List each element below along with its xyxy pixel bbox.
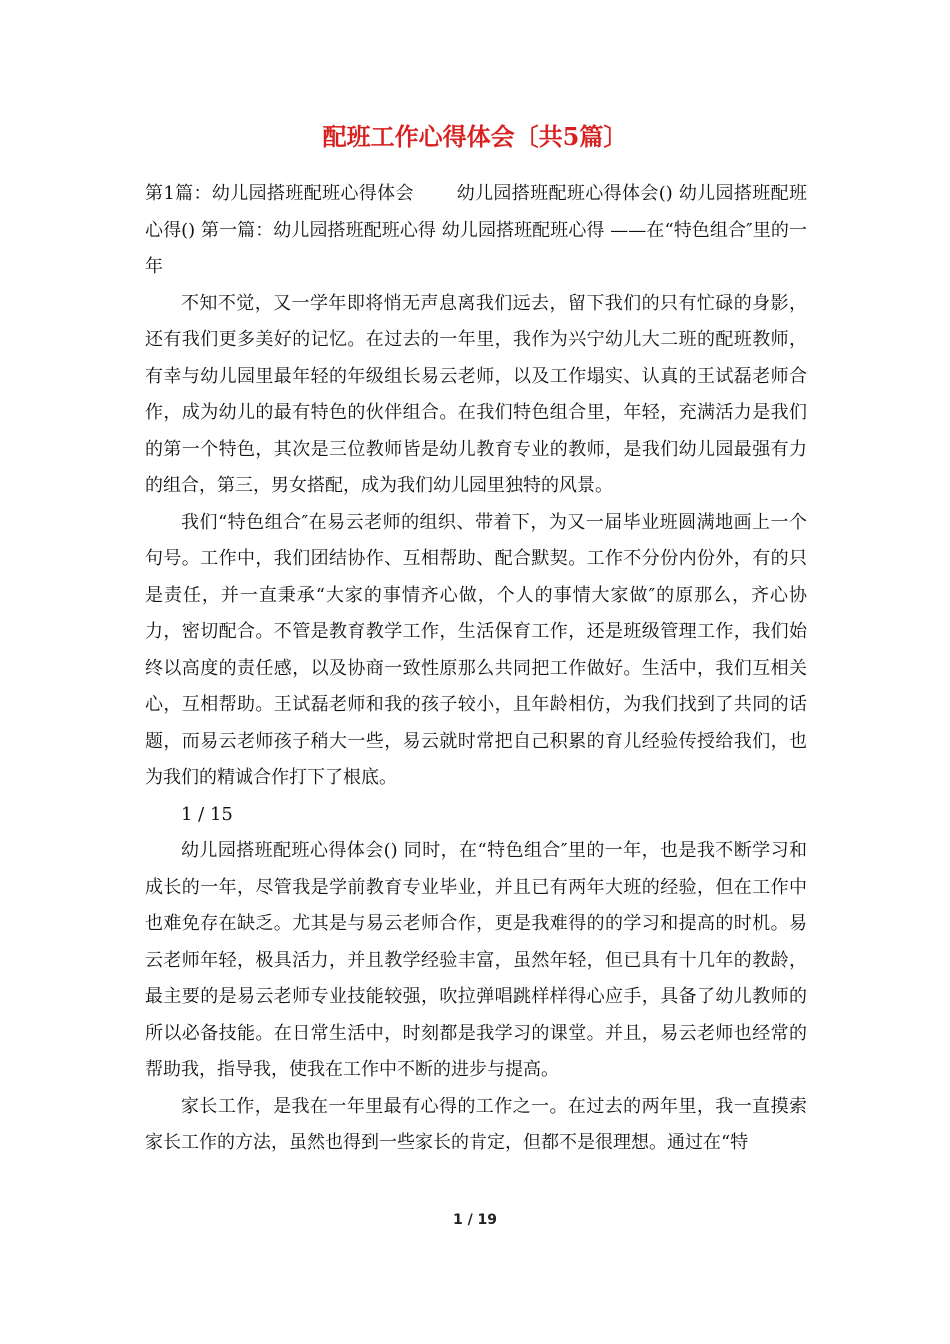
paragraph: 我们“特色组合″在易云老师的组织、带着下，为又一届毕业班圆满地画上一个句号。工作中，我们团结协作、互相帮助、配合默契。工作不分份内份外，有的只是责任，并一直秉承“大家的事情齐心做，个人的事情大家做″的原那么，齐心协力，密切配合。不管是教育教学工作，生活保育工作，还是班级管理工作，我们始终以高度的责任感，以及协商一致性原那么共同把工作做好。生活中，我们互相关心，互相帮助。王试磊老师和我的孩子较小，且年龄相仿，为我们找到了共同的话题，而易云老师孩子稍大一些，易云就时常把自己积累的育儿经验传授给我们，也为我们的精诚合作打下了根底。 [145,511,807,788]
document-body [145,176,807,1162]
paragraph-heading: 第1篇：幼儿园搭班配班心得体会 幼儿园搭班配班心得体会() 幼儿园搭班配班心得() 第一篇：幼儿园搭班配班心得 幼儿园搭班配班心得 ——在“特色组合″里的一年 [145,183,807,277]
document-title: 配班工作心得体会〔共5篇〕 [322,122,628,151]
paragraph: 不知不觉，又一学年即将悄无声息离我们远去，留下我们的只有忙碌的身影，还有我们更多美好的记忆。在过去的一年里，我作为兴宁幼儿大二班的配班教师，有幸与幼儿园里最年轻的年级组长易云老师，以及工作塌实、认真的王试磊老师合作，成为幼儿的最有特色的伙伴组合。在我们特色组合里，年轻，充满活力是我们的第一个特色，其次是三位教师皆是幼儿教育专业的教师，是我们幼儿园最强有力的组合，第三，男女搭配，成为我们幼儿园里独特的风景。 [145,292,807,496]
inline-page-marker: 1 / 15 [181,803,233,825]
paragraph: 家长工作，是我在一年里最有心得的工作之一。在过去的两年里，我一直摸索家长工作的方法，虽然也得到一些家长的肯定，但都不是很理想。通过在“特 [145,1095,807,1153]
page-number: 1 / 19 [452,1212,498,1228]
paragraph: 幼儿园搭班配班心得体会() 同时，在“特色组合″里的一年，也是我不断学习和成长的一年，尽管我是学前教育专业毕业，并且已有两年大班的经验，但在工作中也难免存在缺乏。尤其是与易云老师合作，更是我难得的的学习和提高的时机。易云老师年轻，极具活力，并且教学经验丰富，虽然年轻，但已具有十几年的教龄，最主要的是易云老师专业技能较强，吹拉弹唱跳样样得心应手，具备了幼儿教师的所以必备技能。在日常生活中，时刻都是我学习的课堂。并且，易云老师也经常的帮助我，指导我，使我在工作中不断的进步与提高。 [145,840,807,1080]
